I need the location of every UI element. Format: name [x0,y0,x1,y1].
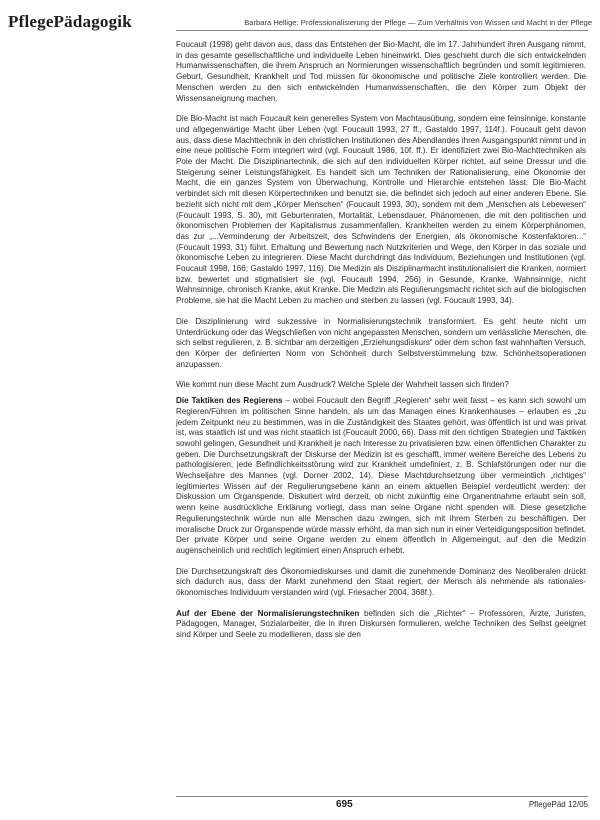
paragraph-7-text: befinden sich die „Richter“ – Professoren, Ärzte, Juristen, Pädagogen, Manager, Sozialarbeiter, die in ihren Diskursen formulieren, welche Techniken des Selbst geeignet sind Körper und Seele zu modellieren, dass sie den [176,608,586,640]
paragraph-3: Die Disziplinierung wird sukzessive in Normalisierungstechnik transformiert. Es geht heute nicht um Unterdrückung oder das Wegschließen von nicht angepassten Menschen, sondern um verlässliche Menschen, die sich selbst regulieren, z. B. sichtbar am derzeitigen „Erziehungsdiskurs“ oder dem schon fast wahnhaften Versuch, den Körper der definierten Norm von Schönheit durch Selbstverstümmelung bzw. Schönheitsoperationen anzupassen. [176,316,586,369]
paragraph-5-text: – wobei Foucault den Begriff „Regieren“ sehr weit fasst – es kann sich sowohl um Regieren/Führen im politischen Sinne handeln, als um das Managen eines Krankenhauses – erlauben es „zu jedem Zeitpunkt neu zu bestimmen, was in die Zuständigkeit des Staates gehört, was öffentlich ist und was privat ist, was staatlich ist und was nicht staatlich ist (Foucault 2000, 66). Dass mit den richtigen Strategien und Taktiken sowohl gelingen, Gesundheit und Krankheit je nach Interesse zu privatisieren bzw. einen öffentlichen Charakter zu geben. Die Durchsetzungskraft der Diskurse der Medizin ist es geschafft, immer weitere Bereiche des Lebens zu pathologisieren, jede Befindlichkeitsstörung wird zur Krankheit umdefiniert, z. B. Schlafstörungen oder nur die Wechseljahre des Mannes (vgl. Dorner 2002, 14). Diese Machtdurchsetzung über vermeintlich „richtiges“ legitimiertes Wissen auf der Regulierungsebene kann an einem aktuellen Beispiel verdeutlicht werden: der Diskussion um Organspende. Diskutiert wird derzeit, ob nicht zukünftig eine Organentnahme erlaubt sein soll, wenn keine ausdrückliche Erklärung vorliegt, dass man seine Organe nicht spenden will. Diese gesetzliche Regulierungstechnik würde nun alle Menschen dazu zwingen, sich mit ihrem Sterben zu beschäftigen. Der moralische Druck zur Organspende würde massiv erhöht, da man sich nun in einer Verteidigungsposition befindet. Der private Körper und seine Organe werden zu einem öffentlich in Allgemeingut, auf den die Medizin augenscheinlich und rechtlich legitimiert einen Anspruch erhebt. [176,396,586,555]
article-body [176,40,586,651]
header-rule [176,30,588,31]
paragraph-1: Foucault (1998) geht davon aus, dass das Entstehen der Bio-Macht, die im 17. Jahrhundert ihren Ausgang nimmt, in das gesamte gesellschaftliche und individuelle Leben hineinwirkt. Dies geschieht durch die sich entwickelnden Humanwissenschaften, die ihrem Anspruch an Normierungen wissenschaftlich begründen und somit legitimieren. Geburt, Gesundheit, Krankheit und Tod müssen für ökonomische und politische Ziele kontrolliert werden. Die Menschen werden zu den sich entwickelnden Humanwissenschaften, die den Körper zum Objekt der Wissensaneignung machen. [176,40,586,103]
page-header [8,6,592,32]
paragraph-6: Die Durchsetzungskraft des Ökonomiediskurses und damit die zunehmende Dominanz des Neoliberalen drückt sich dadurch aus, dass der Markt zunehmend den Staat regiert, der Mensch als nehmende als rationales-ökonomisches Individuum verstanden wird (vgl. Friesacher 2004, 368f.). [176,566,586,598]
paragraph-4: Wie kommt nun diese Macht zum Ausdruck? Welche Spiele der Wahrheit lassen sich finden? [176,380,509,390]
section-lead-normalisierung: Auf der Ebene der Normalisierungstechniken [176,608,360,618]
running-head: Barbara Hellige: Professionalisierung der Pflege — Zum Verhältnis von Wissen und Macht in der Pflege [244,18,592,27]
page-footer [176,796,588,813]
section-lead-regieren: Die Taktiken des Regierens [176,396,283,406]
paragraph-2: Die Bio-Macht ist nach Foucault kein generelles System von Machtausübung, sondern eine feinsinnige, konstante und allgegenwärtige Macht über Leben (vgl. Foucault 1993, 27 ff., Gastaldo 1997, 114f.). Foucault geht davon aus, dass diese Machttechnik in den christlichen Institutionen des Abendlandes ihren Ausgangspunkt nimmt und in eine neue politische Form integriert wird (vgl. Foucault 1986, 10f. ff.). Er identifiziert zwei Bio-Machttechniken als Pole der Macht. Die Disziplinartechnik, die sich auf den individuellen Körper richtet, auf seine Dressur und die Steigerung seiner Leistungsfähigkeit. Es handelt sich um Techniken der Rationalisierung, eine Ökonomie der Macht, die ein ganzes System von Überwachung, Kontrolle und Hierarchie entstehen lässt. Die Bio-Macht verbindet sich mit diesen Körpertechniken und benutzt sie, die befindet sich jedoch auf einer anderen Ebene. Sie bezieht sich nicht mit dem „Körper Menschen“ (Foucault 1993, 30), sondern mit dem „Menschen als Lebewesen“ (Foucault 1993, S. 30), mit Geburtenraten, Mortalität, Lebensdauer, Phänomenen, die mit den politischen und ökonomischen Problemen der Kapitalismus zusammenfallen. Krankheiten werden zu einem Körperphänomen, das zur „...Verminderung der Arbeitszeit, des Schwindens der Energien, als ökonomische Kostenfaktoren...“ (Foucault 1993, 31) führt. Erhaltung und Bewertung nach Nutzkriterien und Wege, den Körper in das soziale und ökonomische Leben zu integrieren. Diese Macht durchdringt das Individuum, Beziehungen und Institutionen (vgl. Foucault 1998, 166; Gastaldo 1997, 116). Die Medizin als Disziplinarmacht institutionalisiert die Kranken, normiert bzw. bewertet und stigmatisiert sie (vgl. Foucault 1994, 256) in Gesunde, Kranke, Wahnsinnige, nicht Wahnsinnige, chronisch Kranke, akut Kranke. Die Medizin als Regulierungsmacht richtet sich auf die biologischen Probleme, sie hat die Macht Leben zu machen und sterben zu lassen (vgl. Foucault 1993, 34). [176,114,586,306]
journal-logo: PflegePädagogik [8,12,132,31]
issue-label: PflegePäd 12/05 [528,800,588,809]
page-number: 695 [336,799,353,810]
paragraph-7 [176,609,586,641]
paragraph-5 [176,396,586,557]
